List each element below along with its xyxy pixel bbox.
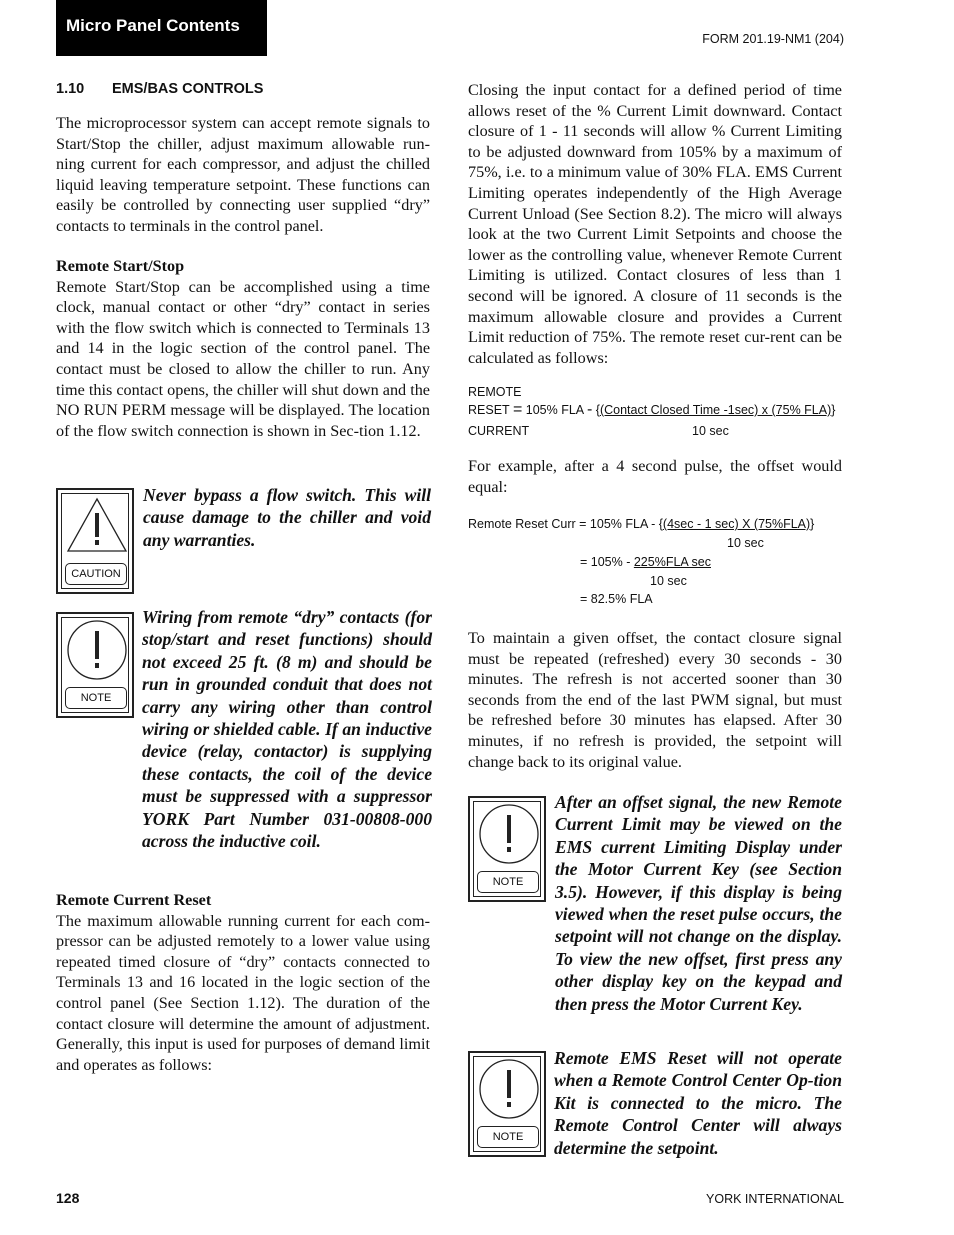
remote-start-stop-text: Remote Start/Stop can be accomplished using a time clock, manual contact or other “dry” contact in series with the flow switch which is connected to Terminals 13 and 14 in the logic section of the control panel. The contact must be closed to allow the chiller to run. Any time this contact opens, the chiller will shut down and the NO RUN PERM message will be displayed. The location of the flow switch connection is shown in Sec-tion 1.12. (56, 277, 430, 440)
section-number: 1.10 (56, 81, 85, 97)
formula-denominator: 10 sec (692, 424, 729, 438)
section-title: EMS/BAS CONTROLS (112, 81, 264, 97)
intro-paragraph: The microprocessor system can accept remote signals to Start/Stop the chiller, adjust maximum allowable run-ning current for each compressor, and adjust the chilled liquid leaving temperature setpoint. These functions can easily be controlled by connecting user supplied “dry” contacts to terminals in the control panel. (56, 114, 430, 235)
caution-icon-box (56, 488, 134, 594)
example-line-1-denominator: 10 sec (727, 536, 764, 550)
example-result: = 82.5% FLA (580, 592, 653, 606)
formula-remote: REMOTE (468, 385, 522, 399)
page-number: 128 (56, 1190, 80, 1206)
section-tab-label: Micro Panel Contents (66, 16, 240, 35)
remote-current-reset-heading: Remote Current Reset (56, 891, 212, 909)
note-text-2: After an offset signal, the new Remote Current Limit may be viewed on the EMS current Limiting Display under the Motor Current Key (see Section 3.5). However, if this display is being viewed when the reset pulse occurs, the setpoint will not change on the display. To view the new offset, first press any other display key on the keypad and then press the Motor Current Key. (555, 792, 842, 1014)
section-heading (56, 81, 263, 97)
reset-paragraph-1: Closing the input contact for a defined period of time allows reset of the % Current Limit downward. Contact closure of 1 - 11 seconds will allow % Current Limiting to be adjusted downward from 105% by a maximum of 75%, i.e. to a minimum value of 30% FLA. EMS Current Limiting operates independently of the High Average Current Unload (See Section 8.2). The micro will always look at the two Current Limit Setpoints and choose the lower as the controlling value, whenever Remote Current Limiting is utilized. Contact closures of less than 1 second will be ignored. A closure of 11 seconds is the maximum allowable closure and provides a Current Limit reduction of 75%. The remote reset cur-rent can be calculated as follows: (468, 81, 842, 367)
example-line-2: = 105% - 225%FLA sec (580, 555, 711, 569)
note-label-2: NOTE (477, 871, 539, 893)
note-icon-box-2 (468, 796, 546, 902)
warning-triangle-icon (64, 495, 130, 555)
caution-text: Never bypass a flow switch. This will cause damage to the chiller and void any warranties. (143, 485, 431, 550)
formula-reset-line: RESET = 105% FLA - {(Contact Closed Time -1sec) x (75% FLA)} (468, 401, 836, 418)
example-paragraph: For example, after a 4 second pulse, the offset would equal: (468, 457, 842, 496)
remote-start-stop-block (56, 256, 430, 441)
section-tab (56, 0, 267, 56)
company-name: YORK INTERNATIONAL (706, 1192, 844, 1206)
exclamation-circle-icon (476, 802, 542, 866)
note-icon-box-1 (56, 612, 134, 718)
exclamation-circle-icon (64, 618, 130, 682)
remote-current-reset-text: The maximum allowable running current for each com-pressor can be adjusted remotely to a lower value using repeated timed closure of “dry” contacts connected to Terminals 13 and 16 located in the logic section of the control panel (See Section 1.12). The duration of the contact closure will determine the amount of adjustment. Generally, this input is used for purposes of demand limit and operates as follows: (56, 911, 430, 1074)
note-icon-box-3 (468, 1051, 546, 1157)
caution-label: CAUTION (65, 563, 127, 585)
remote-start-stop-heading: Remote Start/Stop (56, 257, 185, 275)
formula-numerator: (Contact Closed Time -1sec) x (75% FLA) (599, 403, 832, 417)
form-number: FORM 201.19-NM1 (204) (702, 32, 844, 46)
formula-current: CURRENT (468, 424, 530, 438)
refresh-paragraph: To maintain a given offset, the contact closure signal must be repeated (refreshed) every 30 seconds - 30 minutes. The refresh is not accerted sooner than 30 seconds from the end of the last PWM signal, but must be refreshed before 30 minutes has elapsed. After 30 minutes, if no refresh is provided, the setpoint will change back to its original value. (468, 629, 842, 771)
note-label-3: NOTE (477, 1126, 539, 1148)
example-line-1: Remote Reset Curr = 105% FLA - {(4sec - 1 sec) X (75%FLA)} (468, 517, 815, 531)
exclamation-circle-icon (476, 1057, 542, 1121)
note-text-3: Remote EMS Reset will not operate when a Remote Control Center Op-tion Kit is connected to the micro. The Remote Control Center will always determine the setpoint. (554, 1048, 842, 1158)
note-label-1: NOTE (65, 687, 127, 709)
remote-current-reset-block (56, 890, 430, 1075)
example-line-2-denominator: 10 sec (650, 574, 687, 588)
note-text-1: Wiring from remote “dry” contacts (for stop/start and reset functions) should not exceed 25 ft. (8 m) and should be run in grounded conduit that does not carry any wiring other than control wiring or shielded cable. If an inductive device (relay, contactor) is supplying these contacts, the coil of the device must be suppressed with a suppressor YORK Part Number 031-00808-000 across the inductive coil. (142, 607, 432, 852)
